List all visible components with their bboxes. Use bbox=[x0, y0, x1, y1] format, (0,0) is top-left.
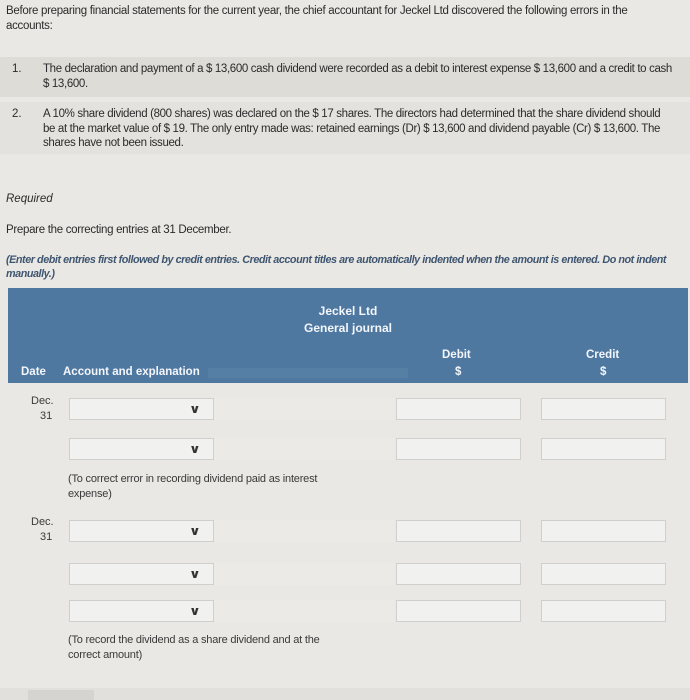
row-background bbox=[214, 438, 394, 460]
credit-input[interactable] bbox=[541, 520, 666, 542]
debit-input[interactable] bbox=[396, 600, 521, 622]
column-header-date: Date bbox=[21, 366, 46, 378]
account-select[interactable] bbox=[69, 398, 214, 420]
error-text: A 10% share dividend (800 shares) was declared on the $ 17 shares. The directors had determined that the share dividend should be at the market value of $ 19. The only entry made was: retained earnings (Dr) $ 13,600 and dividend payable (Cr) $ 13,600. The shares have not been issued. bbox=[43, 108, 661, 149]
column-header-debit: Debit bbox=[442, 349, 471, 361]
account-select[interactable] bbox=[69, 520, 214, 542]
prepare-instruction: Prepare the correcting entries at 31 December. bbox=[6, 224, 232, 236]
account-select[interactable] bbox=[69, 563, 214, 585]
error-text: The declaration and payment of a $ 13,600 cash dividend were recorded as a debit to interest expense $ 13,600 and a credit to cash $ 13,600. bbox=[43, 63, 672, 90]
row-background bbox=[214, 563, 394, 585]
chevron-down-icon: ∨ bbox=[189, 604, 201, 618]
company-name: Jeckel Ltd bbox=[318, 304, 378, 318]
credit-input[interactable] bbox=[541, 563, 666, 585]
debit-input[interactable] bbox=[396, 438, 521, 460]
account-select[interactable] bbox=[69, 600, 214, 622]
error-item-1 bbox=[0, 57, 690, 97]
chevron-down-icon: ∨ bbox=[189, 442, 201, 456]
header-stripe bbox=[208, 368, 408, 378]
credit-input[interactable] bbox=[541, 398, 666, 420]
account-select[interactable] bbox=[69, 438, 214, 460]
bottom-band bbox=[0, 688, 690, 700]
date-month: Dec. bbox=[31, 395, 54, 407]
credit-currency: $ bbox=[600, 366, 607, 378]
chevron-down-icon: ∨ bbox=[189, 402, 201, 416]
credit-input[interactable] bbox=[541, 600, 666, 622]
entry-note: (Enter debit entries first followed by credit entries. Credit account titles are automatically indented when the amount is entered. Do not indent manually.) bbox=[6, 254, 667, 280]
column-header-account: Account and explanation bbox=[63, 366, 200, 378]
narration: (To correct error in recording dividend paid as interest expense) bbox=[68, 473, 318, 500]
bottom-tab[interactable] bbox=[28, 690, 94, 700]
narration: (To record the dividend as a share dividend and at the correct amount) bbox=[68, 634, 320, 661]
chevron-down-icon: ∨ bbox=[189, 567, 201, 581]
debit-input[interactable] bbox=[396, 398, 521, 420]
date-day: 31 bbox=[40, 531, 53, 543]
credit-input[interactable] bbox=[541, 438, 666, 460]
intro-text: Before preparing financial statements for the current year, the chief accountant for Jeckel Ltd discovered the following errors in the accounts: bbox=[6, 5, 628, 32]
journal-title: General journal bbox=[303, 321, 393, 335]
journal-header bbox=[8, 288, 688, 383]
date-month: Dec. bbox=[31, 516, 54, 528]
debit-input[interactable] bbox=[396, 520, 521, 542]
error-number: 1. bbox=[12, 63, 22, 75]
error-number: 2. bbox=[12, 108, 22, 120]
entry-date bbox=[31, 515, 54, 545]
row-background bbox=[214, 398, 394, 420]
column-header-credit: Credit bbox=[586, 349, 620, 361]
row-background bbox=[214, 520, 394, 542]
date-day: 31 bbox=[40, 410, 53, 422]
debit-currency: $ bbox=[455, 366, 462, 378]
required-label: Required bbox=[6, 193, 53, 205]
entry-date bbox=[31, 394, 54, 424]
error-item-2 bbox=[0, 102, 690, 154]
debit-input[interactable] bbox=[396, 563, 521, 585]
row-background bbox=[214, 600, 394, 622]
chevron-down-icon: ∨ bbox=[189, 524, 201, 538]
